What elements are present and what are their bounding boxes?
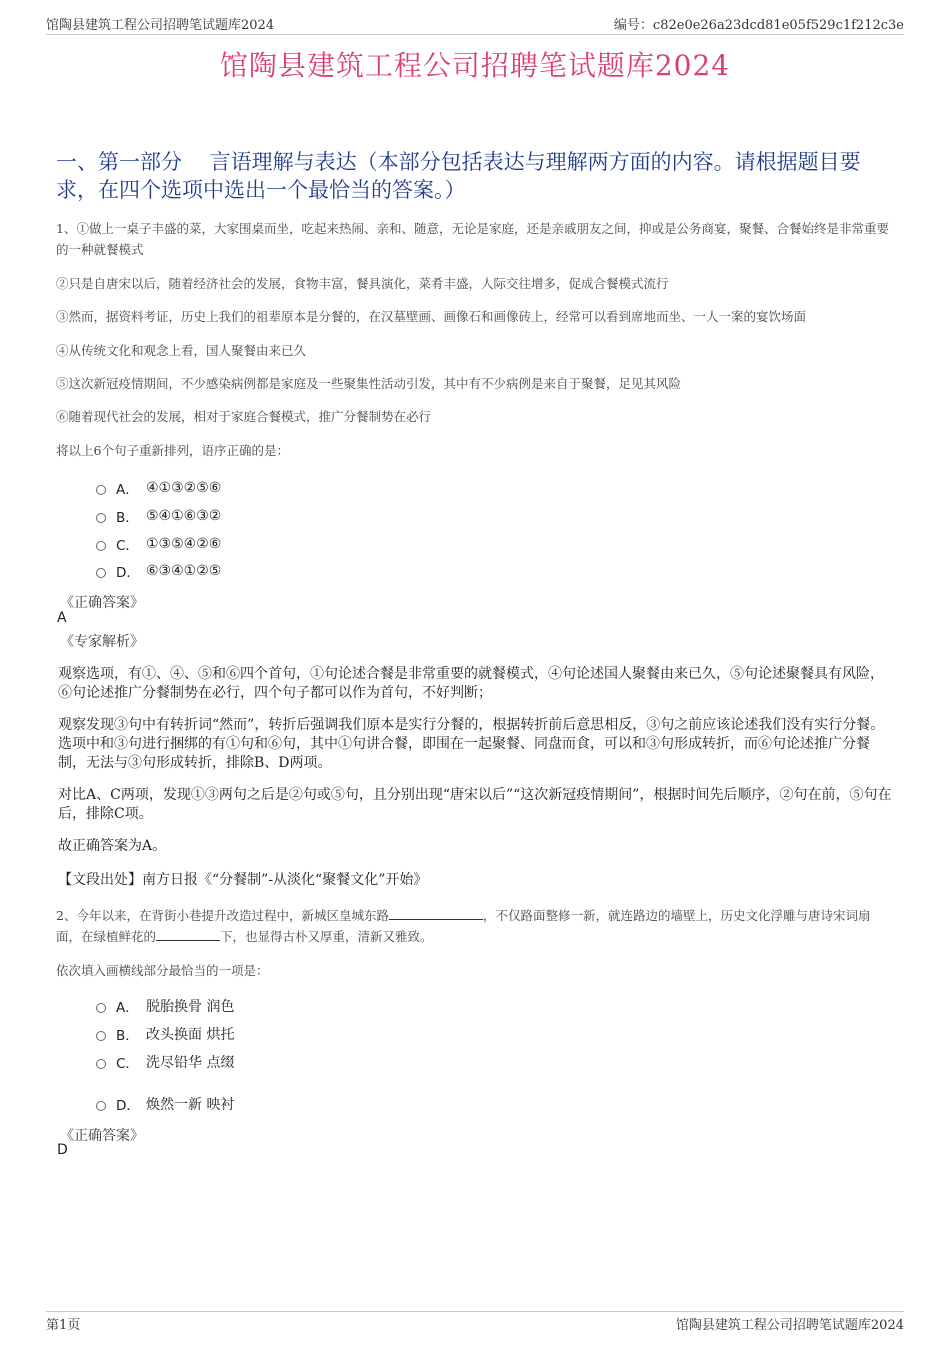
q2-option-d[interactable] [96,1094,234,1114]
q1-option-a[interactable] [96,478,221,498]
option-text: ⑤④①⑥③② [146,508,222,524]
header-left: 馆陶县建筑工程公司招聘笔试题库2024 [46,17,275,33]
q1-analysis-paragraph: 对比A、C两项，发现①③两句之后是②句或⑤句，且分别出现“唐宋以后”“这次新冠疫情期间”，根据时间先后顺序，②句在前，⑤句在后，排除C项。 [58,787,892,822]
q2-stem [56,905,894,947]
q2-answer-label: 《正确答案》 [60,1128,144,1144]
radio-icon[interactable] [96,1003,106,1013]
option-label: C． [116,538,139,554]
radio-icon[interactable] [96,568,106,578]
q1-sentence-4: ④从传统文化和观念上看，国人聚餐由来已久 [56,343,307,358]
q1-analysis-paragraph: 故正确答案为A。 [58,838,167,854]
q1-analysis-label: 《专家解析》 [60,634,144,650]
q1-sentence-1: 1、①做上一桌子丰盛的菜，大家围桌而坐，吃起来热闹、亲和、随意，无论是家庭，还是亲戚朋友之间，抑或是公务商宴，聚餐、合餐始终是非常重要的一种就餐模式 [56,221,889,257]
q1-analysis-paragraph: 观察选项，有①、④、⑤和⑥四个首句，①句论述合餐是非常重要的就餐模式，④句论述国人聚餐由来已久，⑤句论述聚餐具有风险，⑥句论述推广分餐制势在必行，四个句子都可以作为首句，不好判断； [58,666,884,701]
q1-answer: A [57,610,67,626]
page-title: 馆陶县建筑工程公司招聘笔试题库2024 [219,49,731,82]
q2-stem-part2: ，不仅路面整修一新，就连路边的墙壁上，历史文化浮雕与唐诗宋词扇面，在绿植鲜花的 [56,908,871,944]
fill-blank-1 [389,907,483,920]
section-title: 一、第一部分 言语理解与表达（本部分包括表达与理解两方面的内容。请根据题目要求，在四个选项中选出一个最恰当的答案。） [56,150,861,202]
q1-source: 【文段出处】南方日报《“分餐制”-从淡化“聚餐文化”开始》 [58,872,428,888]
page-header [46,14,904,35]
radio-icon[interactable] [96,1059,106,1069]
q1-option-b[interactable] [96,506,221,526]
option-text: ①③⑤④②⑥ [146,536,222,552]
radio-icon[interactable] [96,1101,106,1111]
option-label: B． [116,1028,139,1044]
footer-title: 馆陶县建筑工程公司招聘笔试题库2024 [675,1318,904,1333]
option-label: D． [116,565,140,581]
q2-option-a[interactable] [96,996,234,1016]
option-text: 改头换面 烘托 [146,1027,235,1043]
option-label: A． [116,482,139,498]
q2-answer: D [57,1142,68,1158]
q2-prompt: 依次填入画横线部分最恰当的一项是： [56,963,269,978]
fill-blank-2 [156,928,220,941]
page-footer [46,1311,904,1332]
option-label: B． [116,510,139,526]
radio-icon[interactable] [96,541,106,551]
q1-answer-label: 《正确答案》 [60,595,144,611]
q1-option-c[interactable] [96,534,221,554]
radio-icon[interactable] [96,1031,106,1041]
radio-icon[interactable] [96,513,106,523]
q2-stem-part3: 下，也显得古朴又厚重，清新又雅致。 [220,929,433,944]
q1-option-d[interactable] [96,561,221,581]
option-text: 洗尽铅华 点缀 [146,1055,235,1071]
q1-sentence-2: ②只是自唐宋以后，随着经济社会的发展，食物丰富，餐具演化，菜肴丰盛，人际交往增多，促成合餐模式流行 [56,276,669,291]
header-doc-id: 编号：c82e0e26a23dcd81e05f529c1f212c3e [613,17,904,33]
option-label: C． [116,1056,139,1072]
page-number: 第1页 [46,1318,81,1333]
option-text: 焕然一新 映衬 [146,1097,235,1113]
q1-prompt: 将以上6个句子重新排列，语序正确的是： [56,443,289,458]
option-text: 脱胎换骨 润色 [146,999,235,1015]
q2-option-b[interactable] [96,1024,234,1044]
q1-analysis-paragraph: 观察发现③句中有转折词“然而”，转折后强调我们原本是实行分餐的，根据转折前后意思相反，③句之前应该论述我们没有实行分餐。选项中和③句进行捆绑的有①句和⑥句，其中①句讲合餐，即围在一起聚餐、同盘而食，可以和③句形成转折，而⑥句论述推广分餐制，无法与③句形成转折，排除B、D两项。 [58,717,885,771]
q1-sentence-5: ⑤这次新冠疫情期间，不少感染病例都是家庭及一些聚集性活动引发，其中有不少病例是来自于聚餐，足见其风险 [56,376,682,391]
option-label: D． [116,1098,140,1114]
option-text: ④①③②⑤⑥ [146,480,222,496]
radio-icon[interactable] [96,485,106,495]
q1-sentence-3: ③然而，据资料考证，历史上我们的祖辈原本是分餐的，在汉墓壁画、画像石和画像砖上，经常可以看到席地而坐、一人一案的宴饮场面 [56,309,807,324]
option-label: A． [116,1000,139,1016]
q2-option-c[interactable] [96,1052,234,1072]
q1-sentence-6: ⑥随着现代社会的发展，相对于家庭合餐模式，推广分餐制势在必行 [56,409,432,424]
q2-stem-part1: 2、今年以来，在背街小巷提升改造过程中，新城区皇城东路 [56,908,389,923]
option-text: ⑥③④①②⑤ [146,563,222,579]
